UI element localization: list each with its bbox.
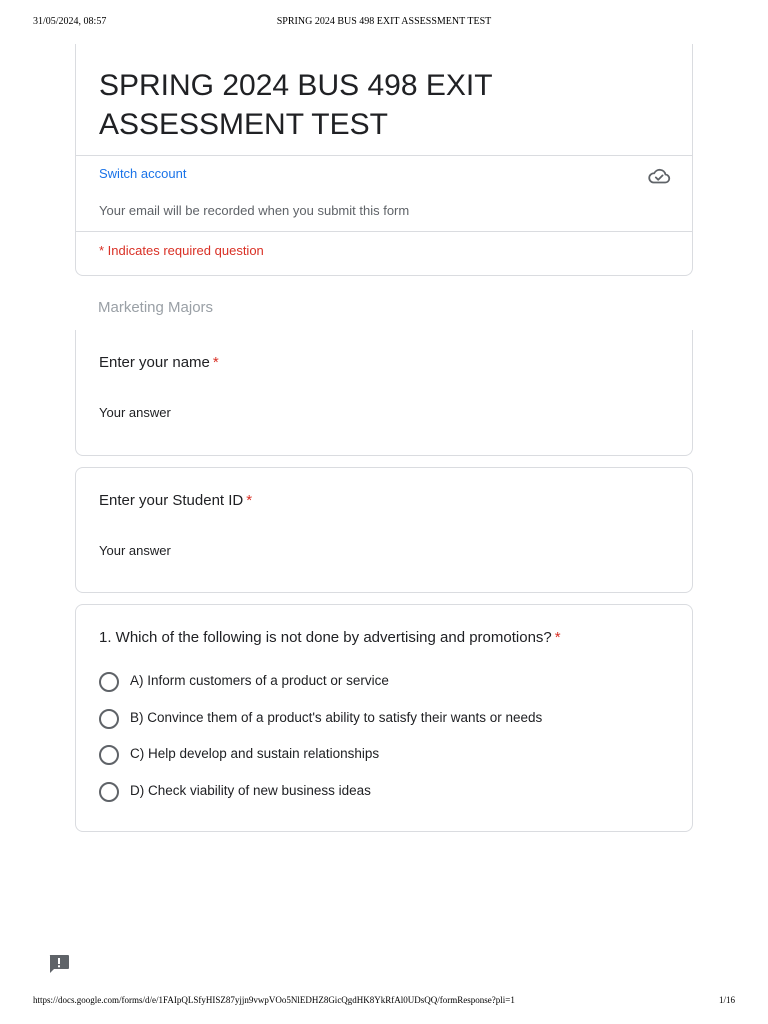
option-label: D) Check viability of new business ideas (130, 783, 371, 799)
option-c[interactable] (98, 743, 682, 780)
print-header (33, 16, 735, 30)
name-answer-input[interactable]: Your answer (99, 405, 171, 420)
form-title: SPRING 2024 BUS 498 EXIT ASSESSMENT TEST (99, 69, 492, 141)
student-id-answer-input[interactable]: Your answer (99, 543, 171, 558)
radio-button[interactable] (99, 709, 119, 729)
required-asterisk: * (554, 629, 561, 646)
header-divider (76, 155, 692, 156)
question-title (99, 629, 561, 646)
option-label: A) Inform customers of a product or service (130, 673, 389, 688)
radio-button[interactable] (99, 782, 119, 802)
option-b[interactable] (98, 707, 682, 744)
option-label: C) Help develop and sustain relationships (130, 746, 380, 762)
switch-account-link[interactable]: Switch account (99, 166, 187, 181)
print-url: https://docs.google.com/forms/d/e/1FAIpQLSfyHISZ87yjjn9vwpVOo5NlEDHZ8GicQgdHK8YkRfAl0UDsQQ/formResponse?pli=1 (33, 995, 515, 1005)
header-divider-2 (76, 231, 692, 232)
option-d[interactable] (98, 780, 682, 817)
option-label: B) Convince them of a product's ability to satisfy their wants or needs (130, 709, 543, 725)
radio-button[interactable] (99, 745, 119, 765)
print-document-title: SPRING 2024 BUS 498 EXIT ASSESSMENT TEST (276, 16, 492, 27)
print-page-number: 1/16 (718, 995, 735, 1005)
feedback-icon[interactable] (48, 954, 70, 974)
question-card-1 (75, 604, 693, 832)
cloud-check-icon (647, 167, 671, 185)
question-title (99, 492, 252, 509)
required-asterisk: * (212, 354, 219, 371)
email-recorded-note: Your email will be recorded when you submit this form (99, 203, 410, 218)
question-text: 1. Which of the following is not done by advertising and promotions? (99, 629, 552, 646)
required-asterisk: * (246, 492, 253, 509)
question-text: Enter your Student ID (99, 492, 244, 509)
required-question-note: * Indicates required question (99, 243, 264, 258)
question-title (99, 354, 219, 371)
radio-options (98, 670, 682, 817)
print-footer (33, 995, 735, 1009)
form-header-card (75, 44, 693, 276)
question-card-name (75, 330, 693, 456)
option-a[interactable] (98, 670, 682, 707)
section-title: Marketing Majors (98, 299, 214, 316)
radio-button[interactable] (99, 672, 119, 692)
question-text: Enter your name (99, 354, 210, 371)
print-datetime: 31/05/2024, 08:57 (33, 16, 107, 27)
question-card-student-id (75, 467, 693, 593)
